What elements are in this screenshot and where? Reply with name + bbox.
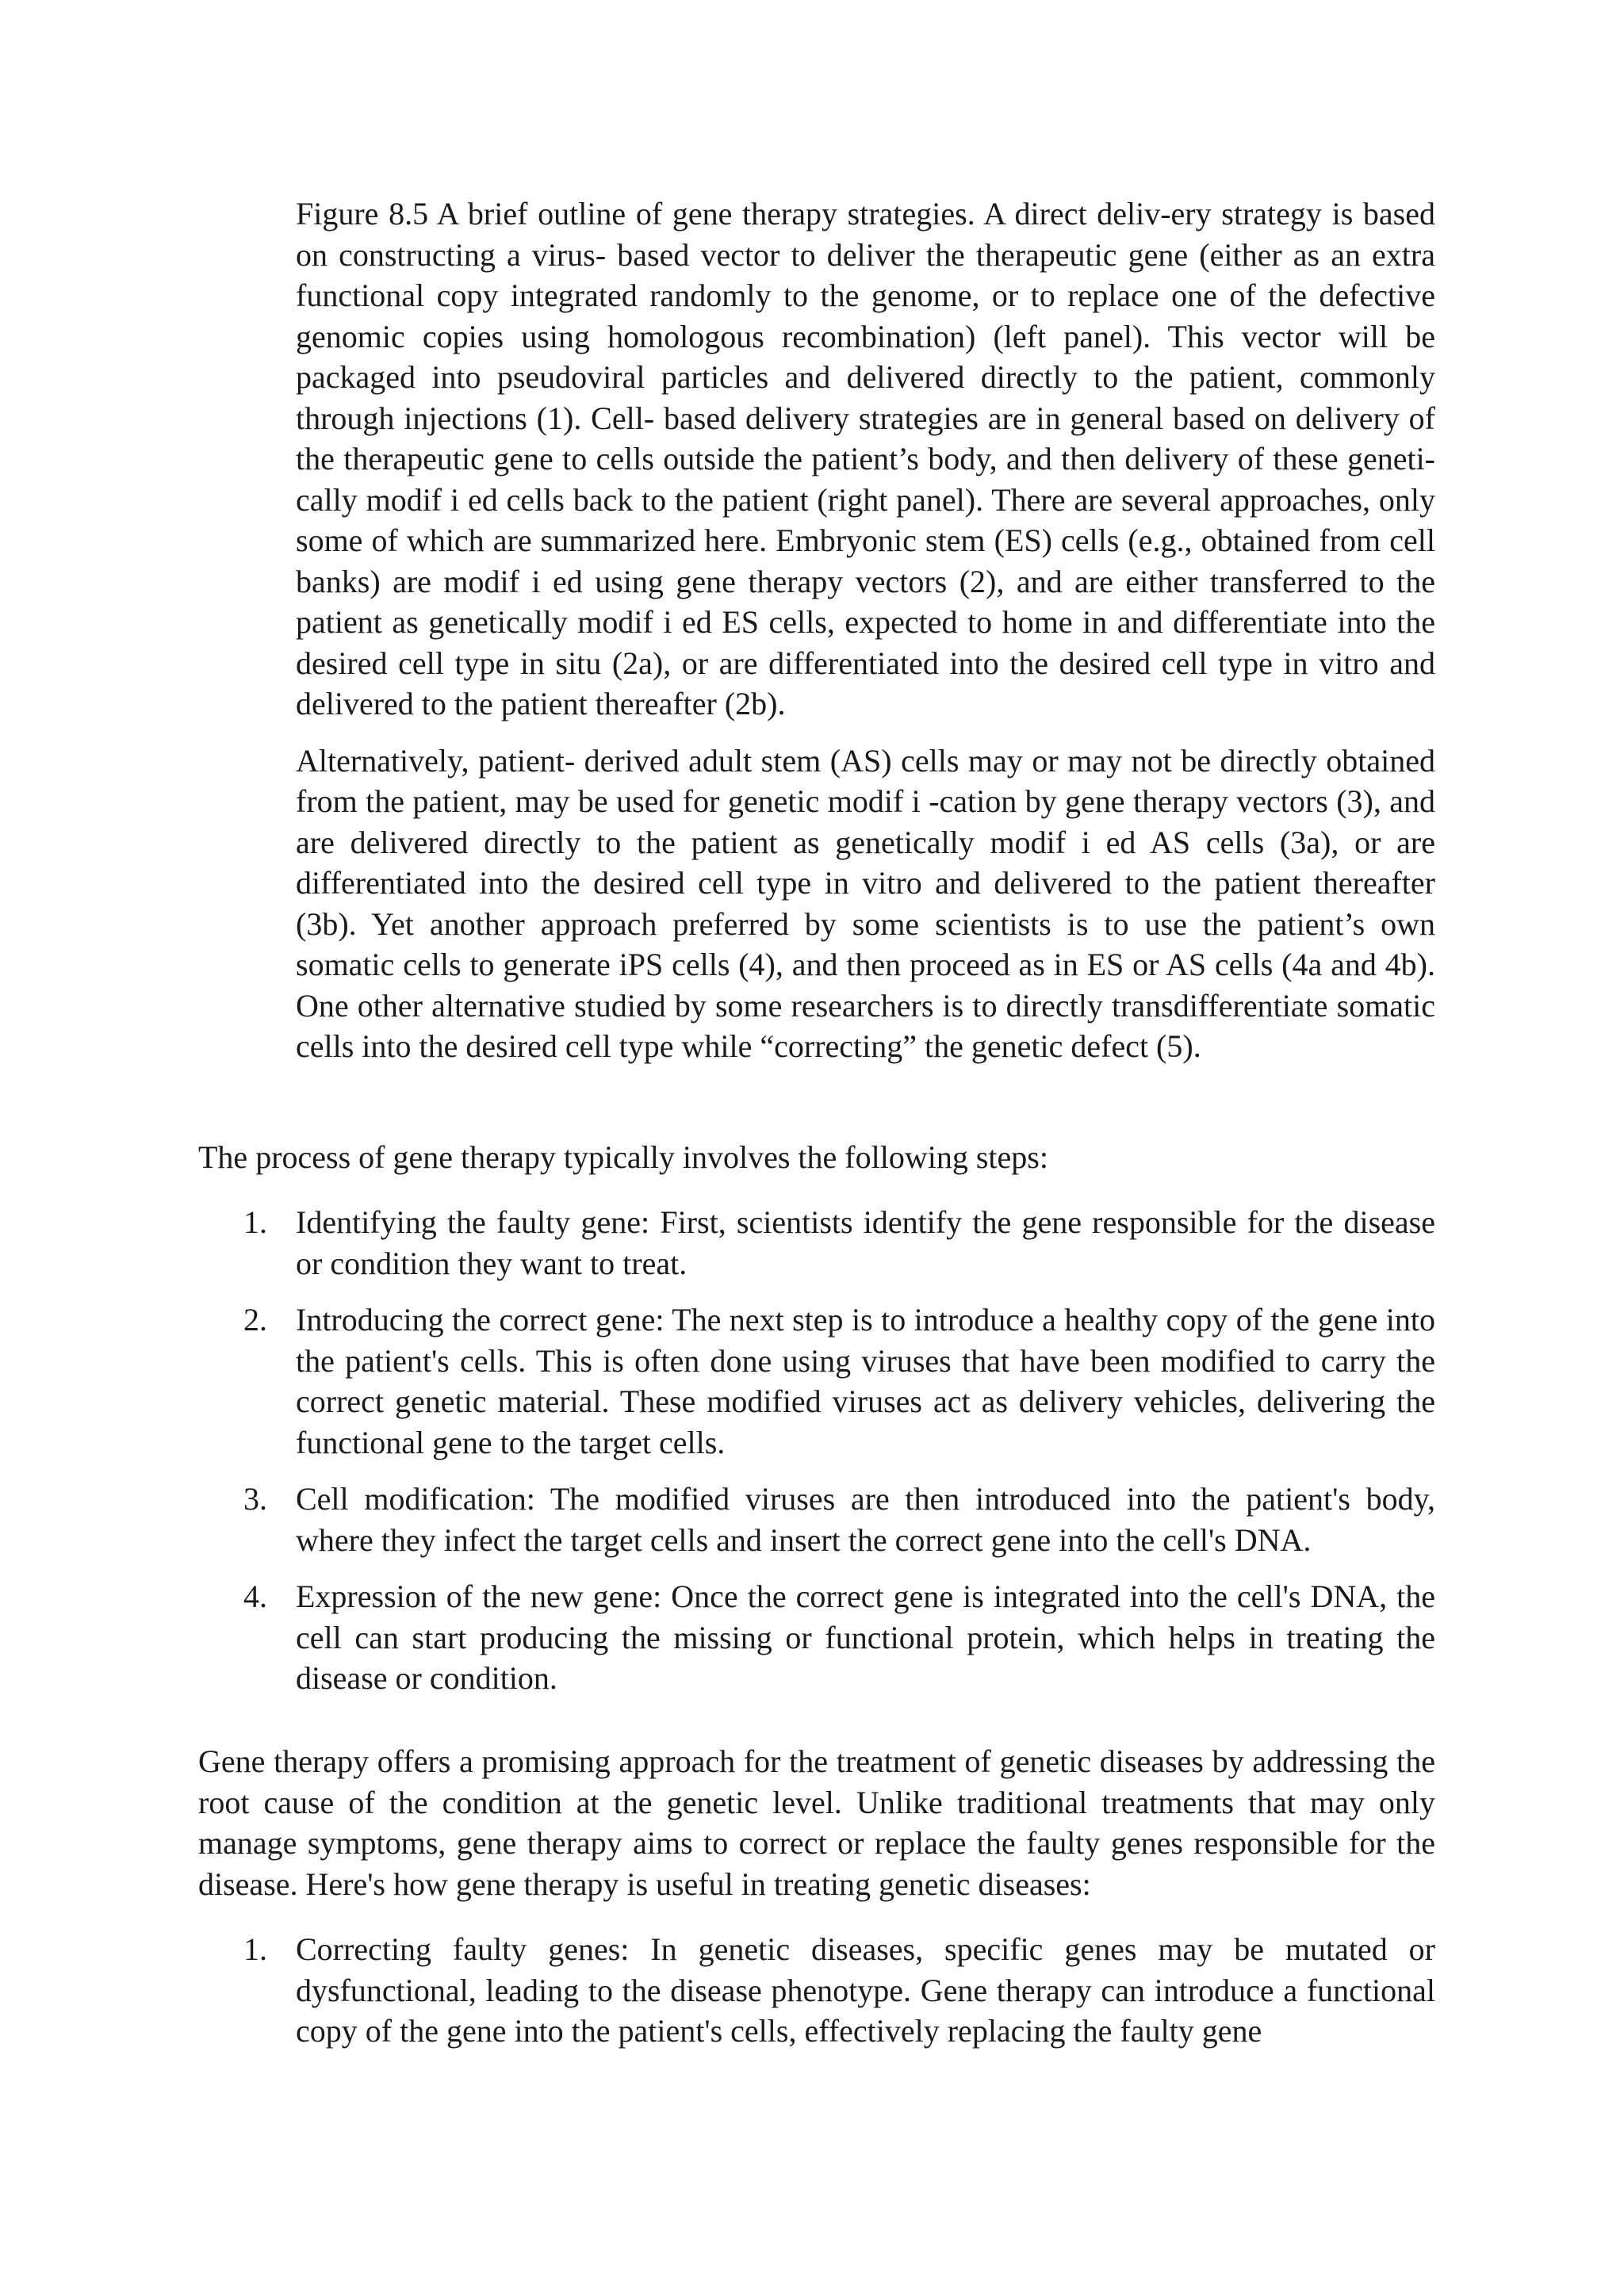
list-item-text: Cell modification: The modified viruses are then introduced into the patient's body, where they infect the target cells and insert the correct gene into the cell's DNA.: [296, 1481, 1435, 1558]
caption-paragraph-2: Alternatively, patient- derived adult stem (AS) cells may or may not be directly obtained from the patient, may be used for genetic modif i -cation by gene therapy vectors (3), and are delivered directly to the patient as genetically modif i ed AS cells (3a), or are differentiated into the desired cell type in vitro and delivered to the patient thereafter (3b). Yet another approach preferred by some scientists is to use the patient’s own somatic cells to generate iPS cells (4), and then proceed as in ES or AS cells (4a and 4b). One other alternative studied by some researchers is to directly transdifferentiate somatic cells into the desired cell type while “correcting” the genetic defect (5).: [296, 742, 1435, 1064]
list-item-number: 1.: [243, 1204, 267, 1240]
list-item: [198, 1576, 1435, 1699]
list-item-number: 3.: [243, 1481, 267, 1517]
list-item-text: Correcting faulty genes: In genetic diseases, specific genes may be mutated or dysfunctional, leading to the disease phenotype. Gene therapy can introduce a functional copy of the gene into the patient's cells, effectively replacing the faulty gene: [296, 1931, 1435, 2049]
list-item-text: Expression of the new gene: Once the correct gene is integrated into the cell's DNA, the cell can start producing the missing or functional protein, which helps in treating the disease or condition.: [296, 1578, 1435, 1696]
list-item-number: 1.: [243, 1931, 267, 1967]
process-steps-list: [198, 1202, 1435, 1715]
list-item-number: 4.: [243, 1578, 267, 1614]
list-item-text: Introducing the correct gene: The next step is to introduce a healthy copy of the gene into the patient's cells. This is often done using viruses that have been modified to carry the correct genetic material. These modified viruses act as delivery vehicles, delivering the functional gene to the target cells.: [296, 1302, 1435, 1460]
usefulness-intro: Gene therapy offers a promising approach for the treatment of genetic diseases by addressing the root cause of the condition at the genetic level. Unlike traditional treatments that may only manage symptoms, gene therapy aims to correct or replace the faulty genes responsible for the disease. Here's how gene therapy is useful in treating genetic diseases:: [198, 1743, 1435, 1902]
list-item: [198, 1299, 1435, 1463]
list-item: [198, 1929, 1435, 2052]
list-item: [198, 1479, 1435, 1560]
list-item-number: 2.: [243, 1302, 267, 1337]
list-item: [198, 1202, 1435, 1284]
figure-caption: [296, 193, 1435, 1083]
list-item-text: Identifying the faulty gene: First, scientists identify the gene responsible for the disease or condition they want to treat.: [296, 1204, 1435, 1281]
caption-paragraph-1: Figure 8.5 A brief outline of gene therapy strategies. A direct deliv-ery strategy is based on constructing a virus- based vector to deliver the therapeutic gene (either as an extra functional copy integrated randomly to the genome, or to replace one of the defective genomic copies using homologous recombination) (left panel). This vector will be packaged into pseudoviral particles and delivered directly to the patient, commonly through injections (1). Cell- based delivery strategies are in general based on delivery of the therapeutic gene to cells outside the patient’s body, and then delivery of these geneti-cally modif i ed cells back to the patient (right panel). There are several approaches, only some of which are summarized here. Embryonic stem (ES) cells (e.g., obtained from cell banks) are modif i ed using gene therapy vectors (2), and are either transferred to the patient as genetically modif i ed ES cells, expected to home in and differentiate into the desired cell type in situ (2a), or are differentiated into the desired cell type in vitro and delivered to the patient thereafter (2b).: [296, 196, 1435, 721]
usefulness-list: [198, 1929, 1435, 2068]
process-intro: The process of gene therapy typically involves the following steps:: [198, 1139, 1048, 1175]
